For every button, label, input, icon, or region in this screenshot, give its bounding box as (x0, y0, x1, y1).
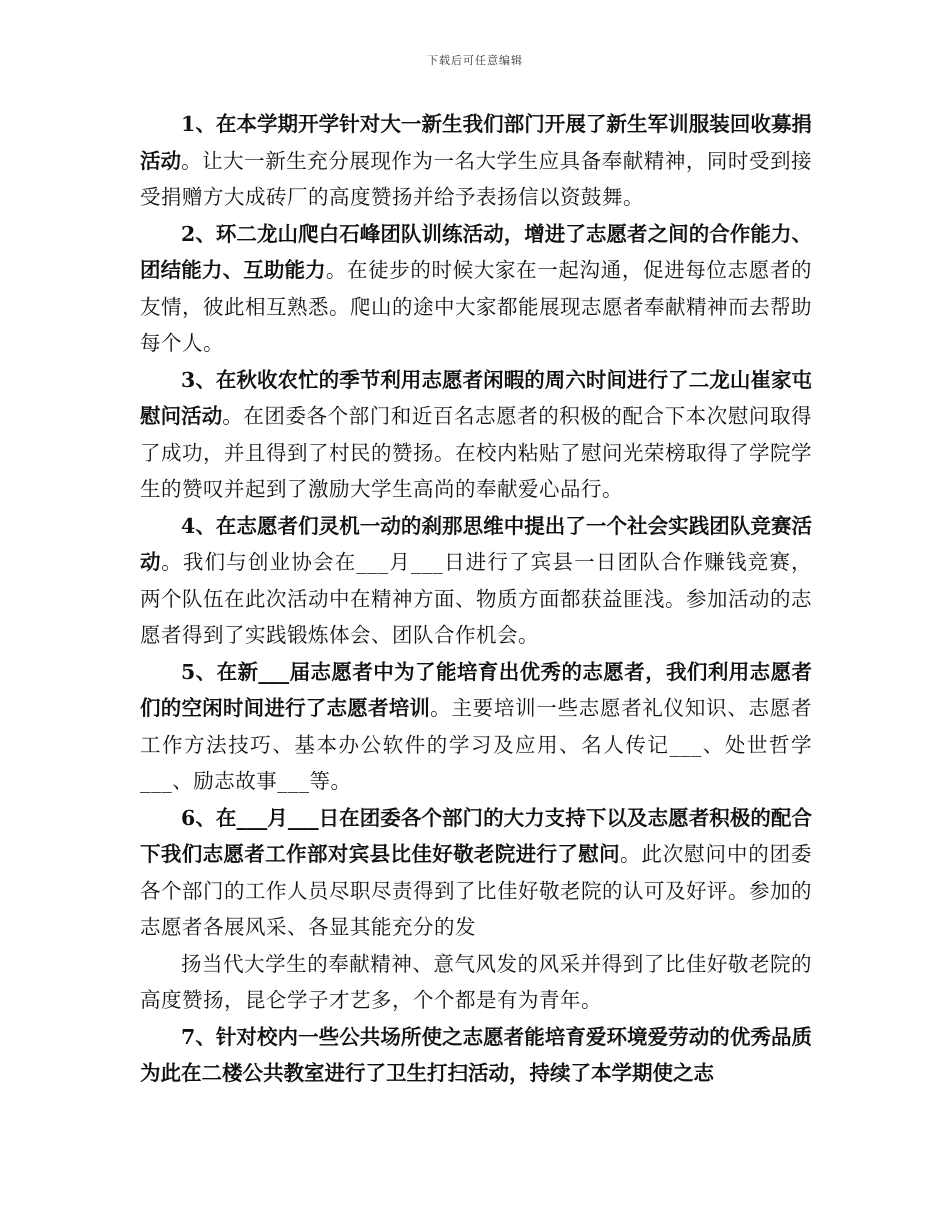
paragraph-7 (140, 1019, 812, 1092)
paragraph-7-heading: 7、针对校内一些公共场所使之志愿者能培育爱环境爱劳动的优秀品质为此在二楼公共教室进行了卫生打扫活动，持续了本学期使之志 (140, 1024, 812, 1085)
page-header: 下载后可任意编辑 (427, 54, 523, 67)
paragraph-2-text: 。在徒步的时候大家在一起沟通，促进每位志愿者的友情，彼此相互熟悉。爬山的途中大家都能展现志愿者奉献精神而去帮助每个人。 (140, 258, 813, 355)
paragraph-1-text: 。让大一新生充分展现作为一名大学生应具备奉献精神，同时受到接受捐赠方大成砖厂的高度赞扬并给予表扬信以资鼓舞。 (140, 148, 813, 209)
paragraph-1 (140, 106, 812, 216)
paragraph-6-text: 。此次慰问中的团委各个部门的工作人员尽职尽责得到了比佳好敬老院的认可及好评。参加的志愿者各展风采、各显其能充分的发 (140, 842, 812, 939)
paragraph-6-continued-text: 扬当代大学生的奉献精神、意气风发的风采并得到了比佳好敬老院的高度赞扬，昆仑学子才艺多，个个都是有为青年。 (140, 951, 812, 1012)
paragraph-4-heading: 4、在志愿者们灵机一动的刹那思维中提出了一个社会实践团队竞赛活动 (140, 513, 812, 574)
paragraph-5-heading: 5、在新___届志愿者中为了能培育出优秀的志愿者，我们利用志愿者们的空闲时间进行了志愿者培训 (140, 659, 812, 720)
document-body (140, 106, 812, 1092)
paragraph-2 (140, 216, 812, 362)
paragraph-3 (140, 362, 812, 508)
paragraph-3-heading: 3、在秋收农忙的季节利用志愿者闲暇的周六时间进行了二龙山崔家屯慰问活动 (140, 367, 812, 428)
paragraph-4 (140, 508, 812, 654)
paragraph-2-heading: 2、环二龙山爬白石峰团队训练活动，增进了志愿者之间的合作能力、团结能力、互助能力 (140, 221, 812, 282)
paragraph-5-text: 。主要培训一些志愿者礼仪知识、志愿者工作方法技巧、基本办公软件的学习及应用、名人传记___、处世哲学___、励志故事___等。 (140, 696, 813, 793)
paragraph-1-heading: 1、在本学期开学针对大一新生我们部门开展了新生军训服装回收募捐活动 (140, 112, 812, 173)
paragraph-4-text: 。我们与创业协会在___月___日进行了宾县一日团队合作赚钱竞赛，两个队伍在此次活动中在精神方面、物质方面都获益匪浅。参加活动的志愿者得到了实践锻炼体会、团队合作机会。 (140, 550, 813, 647)
paragraph-3-text: 。在团委各个部门和近百名志愿者的积极的配合下本次慰问取得了成功，并且得到了村民的赞扬。在校内粘贴了慰问光荣榜取得了学院学生的赞叹并起到了激励大学生高尚的奉献爱心品行。 (140, 404, 813, 501)
paragraph-5 (140, 654, 812, 800)
paragraph-6-continued (140, 946, 812, 1019)
paragraph-6-heading: 6、在___月___日在团委各个部门的大力支持下以及志愿者积极的配合下我们志愿者工作部对宾县比佳好敬老院进行了慰问 (140, 805, 812, 866)
paragraph-6 (140, 800, 812, 946)
